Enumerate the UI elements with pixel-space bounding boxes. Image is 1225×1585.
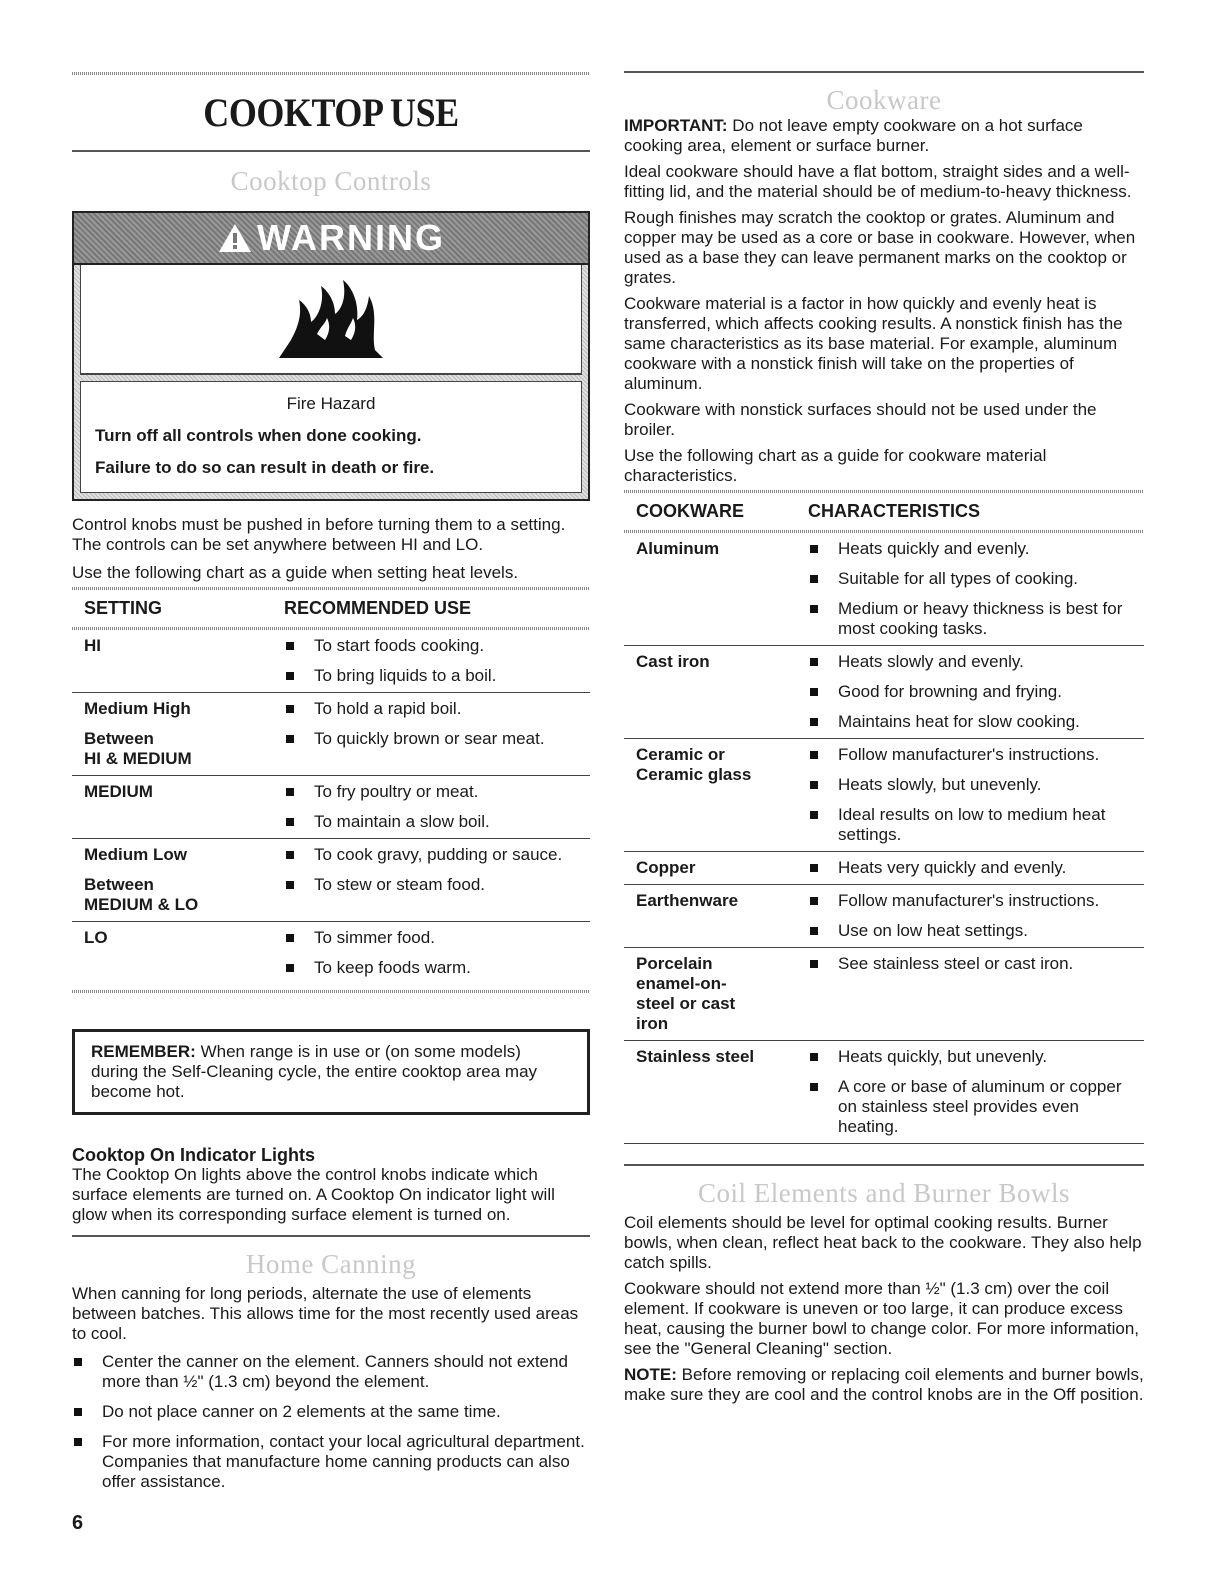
table-row bbox=[624, 852, 1144, 885]
list-item: Heats slowly, but unevenly. bbox=[808, 775, 1144, 795]
table-row bbox=[624, 646, 1144, 739]
cookware-material: Copper bbox=[624, 852, 796, 885]
list-item: To stew or steam food. bbox=[284, 875, 590, 895]
cookware-material: Stainless steel bbox=[624, 1041, 796, 1144]
table-row bbox=[72, 693, 590, 776]
list-item: Maintains heat for slow cooking. bbox=[808, 712, 1144, 732]
cookware-table bbox=[624, 493, 1144, 1144]
section-title-cookware: Cookware bbox=[826, 85, 942, 115]
warning-hazard: Fire Hazard bbox=[286, 394, 376, 413]
table-row bbox=[72, 922, 590, 985]
remember-text: When range is in use or (on some models) during the Self-Cleaning cycle, the entire cooktop area may become hot. bbox=[91, 1042, 538, 1101]
list-item: Follow manufacturer's instructions. bbox=[808, 891, 1144, 911]
indicator-heading: Cooktop On Indicator Lights bbox=[72, 1145, 315, 1165]
cookware-material: Aluminum bbox=[624, 533, 796, 646]
cookware-para: Cookware material is a factor in how quickly and evenly heat is transferred, which affects cooking results. A nonstick finish has the same characteristics as its base material. For example, aluminum cookware with a nonstick finish will take on the properties of aluminum. bbox=[624, 294, 1123, 393]
cookware-para: Rough finishes may scratch the cooktop or grates. Aluminum and copper may be used as a core or base in cookware. However, when used as a base they can leave permanent marks on the cooktop or grates. bbox=[624, 208, 1136, 287]
cookware-para: Use the following chart as a guide for cookware material characteristics. bbox=[624, 446, 1047, 485]
table-bottom-rule bbox=[72, 990, 590, 993]
setting-label-line: MEDIUM bbox=[84, 782, 153, 801]
list-item: Ideal results on low to medium heat settings. bbox=[808, 805, 1144, 845]
list-item: Follow manufacturer's instructions. bbox=[808, 745, 1144, 765]
note-text: Before removing or replacing coil elements and burner bowls, make sure they are cool and the control knobs are in the Off position. bbox=[624, 1365, 1144, 1404]
table-row bbox=[72, 630, 590, 693]
warning-triangle-icon bbox=[217, 222, 253, 254]
list-item: Heats quickly and evenly. bbox=[808, 539, 1144, 559]
table-row bbox=[72, 776, 590, 839]
canning-intro: When canning for long periods, alternate the use of elements between batches. This allows time for the most recently used areas to cool. bbox=[72, 1284, 579, 1343]
cookware-material: Porcelain enamel-on- steel or cast iron bbox=[624, 948, 796, 1041]
table-header-setting: SETTING bbox=[84, 598, 163, 618]
table-row bbox=[624, 739, 1144, 852]
table-row bbox=[624, 885, 1144, 948]
cookware-material: Ceramic or Ceramic glass bbox=[624, 739, 796, 852]
list-item: Heats quickly, but unevenly. bbox=[808, 1047, 1144, 1067]
coil-para: Coil elements should be level for optimal cooking results. Burner bowls, when clean, reflect heat back to the cookware. They also help catch spills. bbox=[624, 1213, 1142, 1272]
setting-label-line: Between MEDIUM & LO bbox=[84, 875, 199, 914]
cookware-material: Earthenware bbox=[624, 885, 796, 948]
list-item: For more information, contact your local agricultural department. Companies that manufacture home canning products can also offer assistance. bbox=[72, 1432, 590, 1492]
warning-header-text: WARNING bbox=[257, 217, 445, 258]
list-item: To quickly brown or sear meat. bbox=[284, 729, 590, 749]
remember-box bbox=[72, 1029, 590, 1115]
list-item: To cook gravy, pudding or sauce. bbox=[284, 845, 590, 865]
cookware-characteristics bbox=[796, 533, 1144, 646]
recommended-use bbox=[272, 776, 590, 839]
cookware-characteristics bbox=[796, 948, 1144, 1041]
top-divider bbox=[72, 72, 590, 75]
divider bbox=[624, 71, 1144, 73]
list-item: Heats very quickly and evenly. bbox=[808, 858, 1144, 878]
list-item: Center the canner on the element. Canners should not extend more than ½" (1.3 cm) beyond the element. bbox=[72, 1352, 590, 1392]
coil-para: Cookware should not extend more than ½" (1.3 cm) over the coil element. If cookware is uneven or too large, it can produce excess heat, causing the burner bowl to change color. For more information, see the "General Cleaning" section. bbox=[624, 1279, 1140, 1358]
list-item: To keep foods warm. bbox=[284, 958, 590, 978]
divider bbox=[624, 1164, 1144, 1166]
cookware-characteristics bbox=[796, 739, 1144, 852]
fire-hazard-figure bbox=[80, 265, 582, 375]
fire-icon bbox=[271, 274, 391, 364]
section-title-home-canning: Home Canning bbox=[245, 1249, 417, 1279]
page-number: 6 bbox=[72, 1512, 84, 1534]
cookware-characteristics bbox=[796, 885, 1144, 948]
warning-line-1: Turn off all controls when done cooking. bbox=[95, 426, 422, 445]
divider bbox=[72, 1235, 590, 1237]
remember-label: REMEMBER: bbox=[91, 1042, 196, 1061]
section-title-cooktop-controls: Cooktop Controls bbox=[230, 166, 432, 196]
warning-line-2: Failure to do so can result in death or fire. bbox=[95, 458, 435, 477]
cookware-characteristics bbox=[796, 1041, 1144, 1144]
list-item: To hold a rapid boil. bbox=[284, 699, 590, 719]
cookware-characteristics bbox=[796, 852, 1144, 885]
table-header-characteristics: CHARACTERISTICS bbox=[808, 501, 981, 521]
list-item: Medium or heavy thickness is best for most cooking tasks. bbox=[808, 599, 1144, 639]
controls-chart-intro: Use the following chart as a guide when setting heat levels. bbox=[72, 563, 519, 582]
controls-intro: Control knobs must be pushed in before turning them to a setting. The controls can be set anywhere between HI and LO. bbox=[72, 515, 566, 554]
canning-list bbox=[72, 1352, 590, 1492]
recommended-use bbox=[272, 922, 590, 985]
cookware-material: Cast iron bbox=[624, 646, 796, 739]
setting-label bbox=[72, 630, 272, 693]
important-text: Do not leave empty cookware on a hot surface cooking area, element or surface burner. bbox=[624, 116, 1083, 155]
note-label: NOTE: bbox=[624, 1365, 677, 1384]
cookware-para: Ideal cookware should have a flat bottom, straight sides and a well-fitting lid, and the material should be of medium-to-heavy thickness. bbox=[624, 162, 1132, 201]
left-column bbox=[72, 0, 590, 1502]
right-column bbox=[624, 0, 1144, 1405]
warning-text bbox=[80, 381, 582, 493]
table-row bbox=[624, 948, 1144, 1041]
setting-label-line: HI bbox=[84, 636, 101, 655]
recommended-use bbox=[272, 693, 590, 776]
setting-label bbox=[72, 922, 272, 985]
list-item: To fry poultry or meat. bbox=[284, 782, 590, 802]
list-item: Heats slowly and evenly. bbox=[808, 652, 1144, 672]
recommended-use bbox=[272, 630, 590, 693]
important-label: IMPORTANT: bbox=[624, 116, 728, 135]
list-item: Suitable for all types of cooking. bbox=[808, 569, 1144, 589]
warning-header bbox=[74, 213, 588, 265]
coil-note bbox=[624, 1365, 1144, 1405]
table-row bbox=[624, 1041, 1144, 1144]
table-header-cookware: COOKWARE bbox=[636, 501, 744, 521]
list-item: Do not place canner on 2 elements at the same time. bbox=[72, 1402, 590, 1422]
setting-label bbox=[72, 776, 272, 839]
list-item: Use on low heat settings. bbox=[808, 921, 1144, 941]
list-item: Good for browning and frying. bbox=[808, 682, 1144, 702]
recommended-use bbox=[272, 839, 590, 922]
setting-label-line: Medium Low bbox=[84, 845, 187, 864]
table-header-recommended-use: RECOMMENDED USE bbox=[284, 598, 472, 618]
setting-label-line: Medium High bbox=[84, 699, 191, 718]
warning-box bbox=[72, 211, 590, 501]
list-item: To start foods cooking. bbox=[284, 636, 590, 656]
important-note bbox=[624, 116, 1144, 156]
list-item: A core or base of aluminum or copper on stainless steel provides even heating. bbox=[808, 1077, 1144, 1137]
setting-label bbox=[72, 693, 272, 776]
list-item: To maintain a slow boil. bbox=[284, 812, 590, 832]
list-item: See stainless steel or cast iron. bbox=[808, 954, 1144, 974]
page-title: COOKTOP USE bbox=[203, 90, 459, 135]
list-item: To simmer food. bbox=[284, 928, 590, 948]
setting-label-line: Between HI & MEDIUM bbox=[84, 729, 192, 768]
cookware-para: Cookware with nonstick surfaces should not be used under the broiler. bbox=[624, 400, 1097, 439]
setting-label-line: LO bbox=[84, 928, 108, 947]
heat-settings-table bbox=[72, 590, 590, 984]
section-title-coil-elements: Coil Elements and Burner Bowls bbox=[698, 1178, 1070, 1208]
cookware-characteristics bbox=[796, 646, 1144, 739]
divider bbox=[72, 150, 590, 152]
table-row bbox=[624, 533, 1144, 646]
list-item: To bring liquids to a boil. bbox=[284, 666, 590, 686]
setting-label bbox=[72, 839, 272, 922]
table-row bbox=[72, 839, 590, 922]
indicator-text: The Cooktop On lights above the control knobs indicate which surface elements are turned on. A Cooktop On indicator light will glow when its corresponding surface element is turned on. bbox=[72, 1165, 555, 1224]
